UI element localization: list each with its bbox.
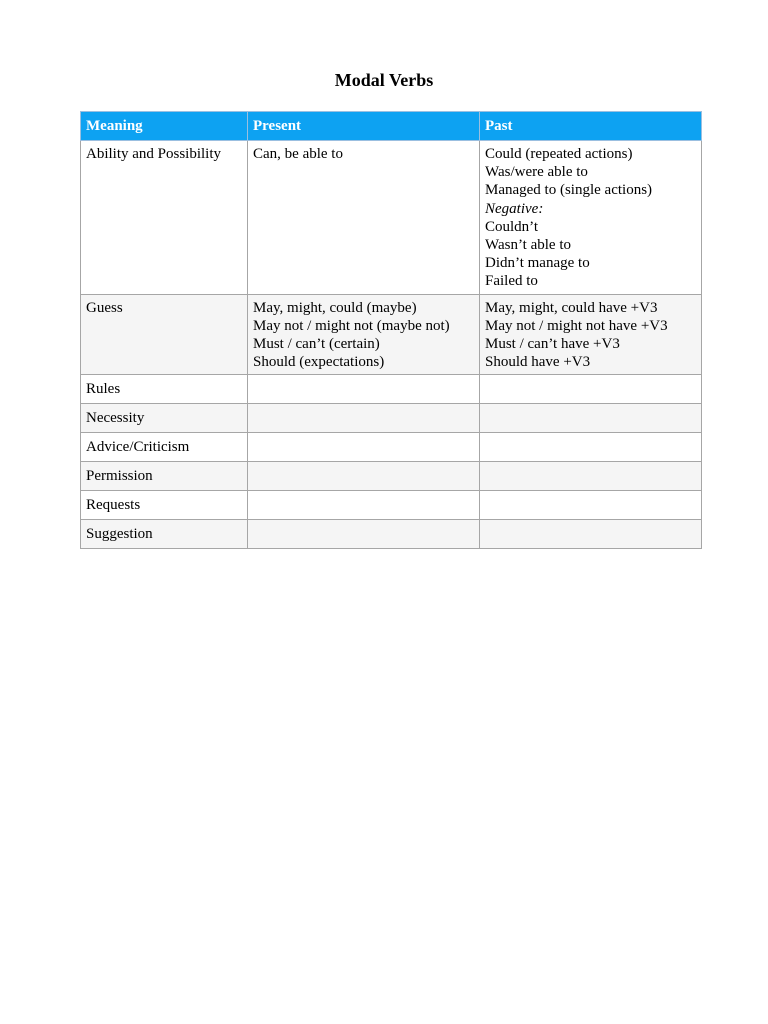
- present-cell: [248, 141, 480, 295]
- present-cell: [248, 404, 480, 433]
- past-cell: [480, 520, 702, 549]
- meaning-cell: Suggestion: [81, 520, 248, 549]
- present-line: Can, be able to: [253, 146, 343, 162]
- present-line: May not / might not (maybe not): [253, 317, 450, 334]
- meaning-cell: Permission: [81, 462, 248, 491]
- header-present: Present: [248, 112, 480, 141]
- past-line: Could (repeated actions): [485, 146, 633, 162]
- meaning-cell: Guess: [81, 294, 248, 375]
- meaning-cell: Ability and Possibility: [81, 141, 248, 295]
- meaning-cell: Rules: [81, 375, 248, 404]
- past-cell: [480, 491, 702, 520]
- table-row: [81, 491, 702, 520]
- past-line: Managed to (single actions): [485, 182, 653, 199]
- table-row: [81, 520, 702, 549]
- table-row: [81, 404, 702, 433]
- present-cell: [248, 375, 480, 404]
- past-cell: [480, 141, 702, 295]
- table-row: [81, 141, 702, 295]
- table-row: [81, 462, 702, 491]
- past-line: May not / might not have +V3: [485, 317, 668, 334]
- past-line: Should have +V3: [485, 354, 591, 371]
- page-title: Modal Verbs: [334, 70, 434, 90]
- past-line: Couldn’t: [485, 218, 539, 235]
- header-meaning: Meaning: [81, 112, 248, 141]
- present-line: Should (expectations): [253, 354, 385, 371]
- table-body: [81, 141, 702, 549]
- meaning-cell: Advice/Criticism: [81, 433, 248, 462]
- header-past: Past: [480, 112, 702, 141]
- table-row: [81, 294, 702, 375]
- present-cell: [248, 491, 480, 520]
- present-line: May, might, could (maybe): [253, 299, 417, 316]
- past-line: May, might, could have +V3: [485, 299, 658, 316]
- present-cell: [248, 462, 480, 491]
- past-line: Didn’t manage to: [485, 255, 590, 272]
- past-cell: [480, 294, 702, 375]
- table-row: [81, 375, 702, 404]
- past-line: Wasn’t able to: [485, 237, 571, 254]
- past-cell: [480, 462, 702, 491]
- present-line: Must / can’t (certain): [253, 336, 380, 353]
- table-row: [81, 433, 702, 462]
- modal-verbs-table: [80, 111, 702, 549]
- past-line: Negative:: [485, 200, 544, 217]
- past-line: Failed to: [485, 273, 538, 290]
- meaning-cell: Necessity: [81, 404, 248, 433]
- table-header-row: [81, 112, 702, 141]
- meaning-cell: Requests: [81, 491, 248, 520]
- present-cell: [248, 520, 480, 549]
- present-cell: [248, 294, 480, 375]
- past-cell: [480, 433, 702, 462]
- past-line: Was/were able to: [485, 164, 588, 181]
- past-cell: [480, 375, 702, 404]
- present-cell: [248, 433, 480, 462]
- past-line: Must / can’t have +V3: [485, 336, 620, 353]
- past-cell: [480, 404, 702, 433]
